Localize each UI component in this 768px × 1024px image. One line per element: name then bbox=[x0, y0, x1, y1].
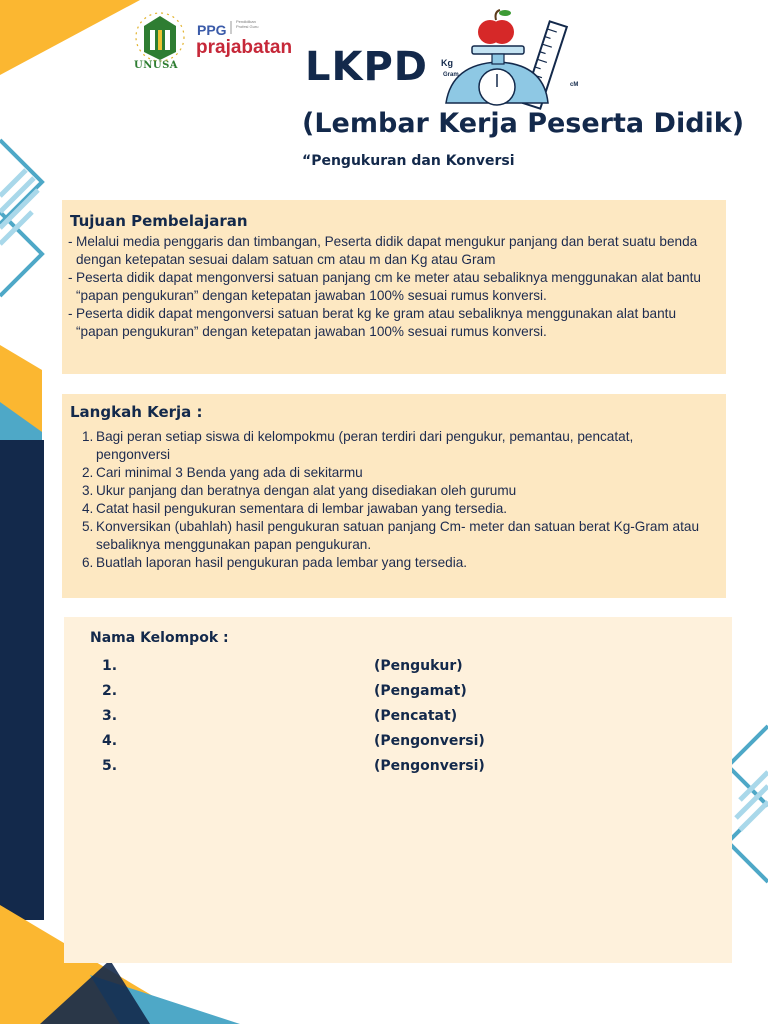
kelompok-number: 1. bbox=[102, 658, 118, 674]
kelompok-role: (Pencatat) bbox=[374, 708, 458, 724]
langkah-number: 2. bbox=[82, 465, 94, 480]
langkah-number: 4. bbox=[82, 501, 94, 516]
tujuan-item: - Peserta didik dapat mengonversi satuan panjang cm ke meter atau sebaliknya menggunakan alat bantu “papan pengukuran” dengan ketepatan jawaban 100% sesuai rumus konversi. bbox=[68, 269, 718, 305]
langkah-text: Ukur panjang dan beratnya dengan alat yang disediakan oleh gurumu bbox=[96, 483, 517, 498]
unusa-logo-icon bbox=[136, 13, 184, 61]
langkah-item bbox=[82, 428, 710, 464]
navy-side-bar bbox=[0, 440, 44, 920]
scale-plate-icon bbox=[472, 46, 524, 54]
teal-chevron-right bbox=[728, 802, 768, 882]
ppg-label: PPG bbox=[197, 22, 227, 38]
tujuan-item: - Melalui media penggaris dan timbangan, Peserta didik dapat mengukur panjang dan berat suatu benda dengan ketepatan sesuai dalam satuan cm atau m dan Kg atau Gram bbox=[68, 233, 718, 269]
kelompok-row bbox=[0, 708, 768, 730]
kelompok-number: 5. bbox=[102, 758, 118, 774]
kelompok-role: (Pengamat) bbox=[374, 683, 467, 699]
langkah-number: 1. bbox=[82, 429, 94, 444]
title-long: (Lembar Kerja Peserta Didik) bbox=[302, 108, 745, 139]
kelompok-role: (Pengonversi) bbox=[374, 758, 485, 774]
kg-label: Kg bbox=[441, 58, 453, 68]
kelompok-role: (Pengukur) bbox=[374, 658, 463, 674]
teal-chevron bbox=[0, 140, 42, 224]
kelompok-row bbox=[0, 733, 768, 755]
kelompok-heading: Nama Kelompok : bbox=[90, 630, 229, 646]
kelompok-number: 3. bbox=[102, 708, 118, 724]
tujuan-item: - Peserta didik dapat mengonversi satuan berat kg ke gram atau sebaliknya menggunakan alat bantu “papan pengukuran” dengan ketepatan jawaban 100% sesuai rumus konversi. bbox=[68, 305, 718, 341]
unusa-label: UNUSA bbox=[134, 60, 179, 71]
langkah-number: 5. bbox=[82, 519, 94, 534]
prajabatan-label: prajabatan bbox=[196, 37, 293, 58]
langkah-text: Bagi peran setiap siswa di kelompokmu (peran terdiri dari pengukur, pemantau, pencatat, pengonversi bbox=[96, 429, 634, 462]
langkah-text: Buatlah laporan hasil pengukuran pada lembar yang tersedia. bbox=[96, 555, 468, 570]
kelompok-row bbox=[0, 658, 768, 680]
subtitle: “Pengukuran dan Konversi bbox=[302, 153, 515, 169]
langkah-item bbox=[82, 554, 710, 572]
langkah-number: 3. bbox=[82, 483, 94, 498]
langkah-heading: Langkah Kerja : bbox=[70, 403, 203, 421]
langkah-text: Catat hasil pengukuran sementara di lembar jawaban yang tersedia. bbox=[96, 501, 508, 516]
ppg-small-text: Pendidikan Profesi Guru bbox=[236, 19, 259, 29]
tujuan-heading: Tujuan Pembelajaran bbox=[70, 212, 248, 230]
title-short: LKPD bbox=[305, 44, 429, 90]
yellow-corner-triangle bbox=[0, 0, 140, 75]
langkah-item bbox=[82, 518, 710, 554]
kelompok-row bbox=[0, 683, 768, 705]
cm-label: cM bbox=[570, 82, 579, 88]
gram-label: Gram bbox=[443, 72, 459, 78]
langkah-item bbox=[82, 482, 710, 500]
scale-illustration bbox=[446, 10, 567, 109]
tujuan-list bbox=[68, 233, 718, 341]
langkah-text: Konversikan (ubahlah) hasil pengukuran satuan panjang Cm- meter dan satuan berat Kg-Gram atau sebaliknya menggunakan papan pengukuran. bbox=[96, 519, 700, 552]
langkah-list bbox=[82, 428, 710, 572]
kelompok-number: 4. bbox=[102, 733, 118, 749]
kelompok-number: 2. bbox=[102, 683, 118, 699]
kelompok-row bbox=[0, 758, 768, 780]
langkah-number: 6. bbox=[82, 555, 94, 570]
langkah-item bbox=[82, 464, 710, 482]
langkah-item bbox=[82, 500, 710, 518]
kelompok-role: (Pengonversi) bbox=[374, 733, 485, 749]
langkah-text: Cari minimal 3 Benda yang ada di sekitarmu bbox=[96, 465, 363, 480]
